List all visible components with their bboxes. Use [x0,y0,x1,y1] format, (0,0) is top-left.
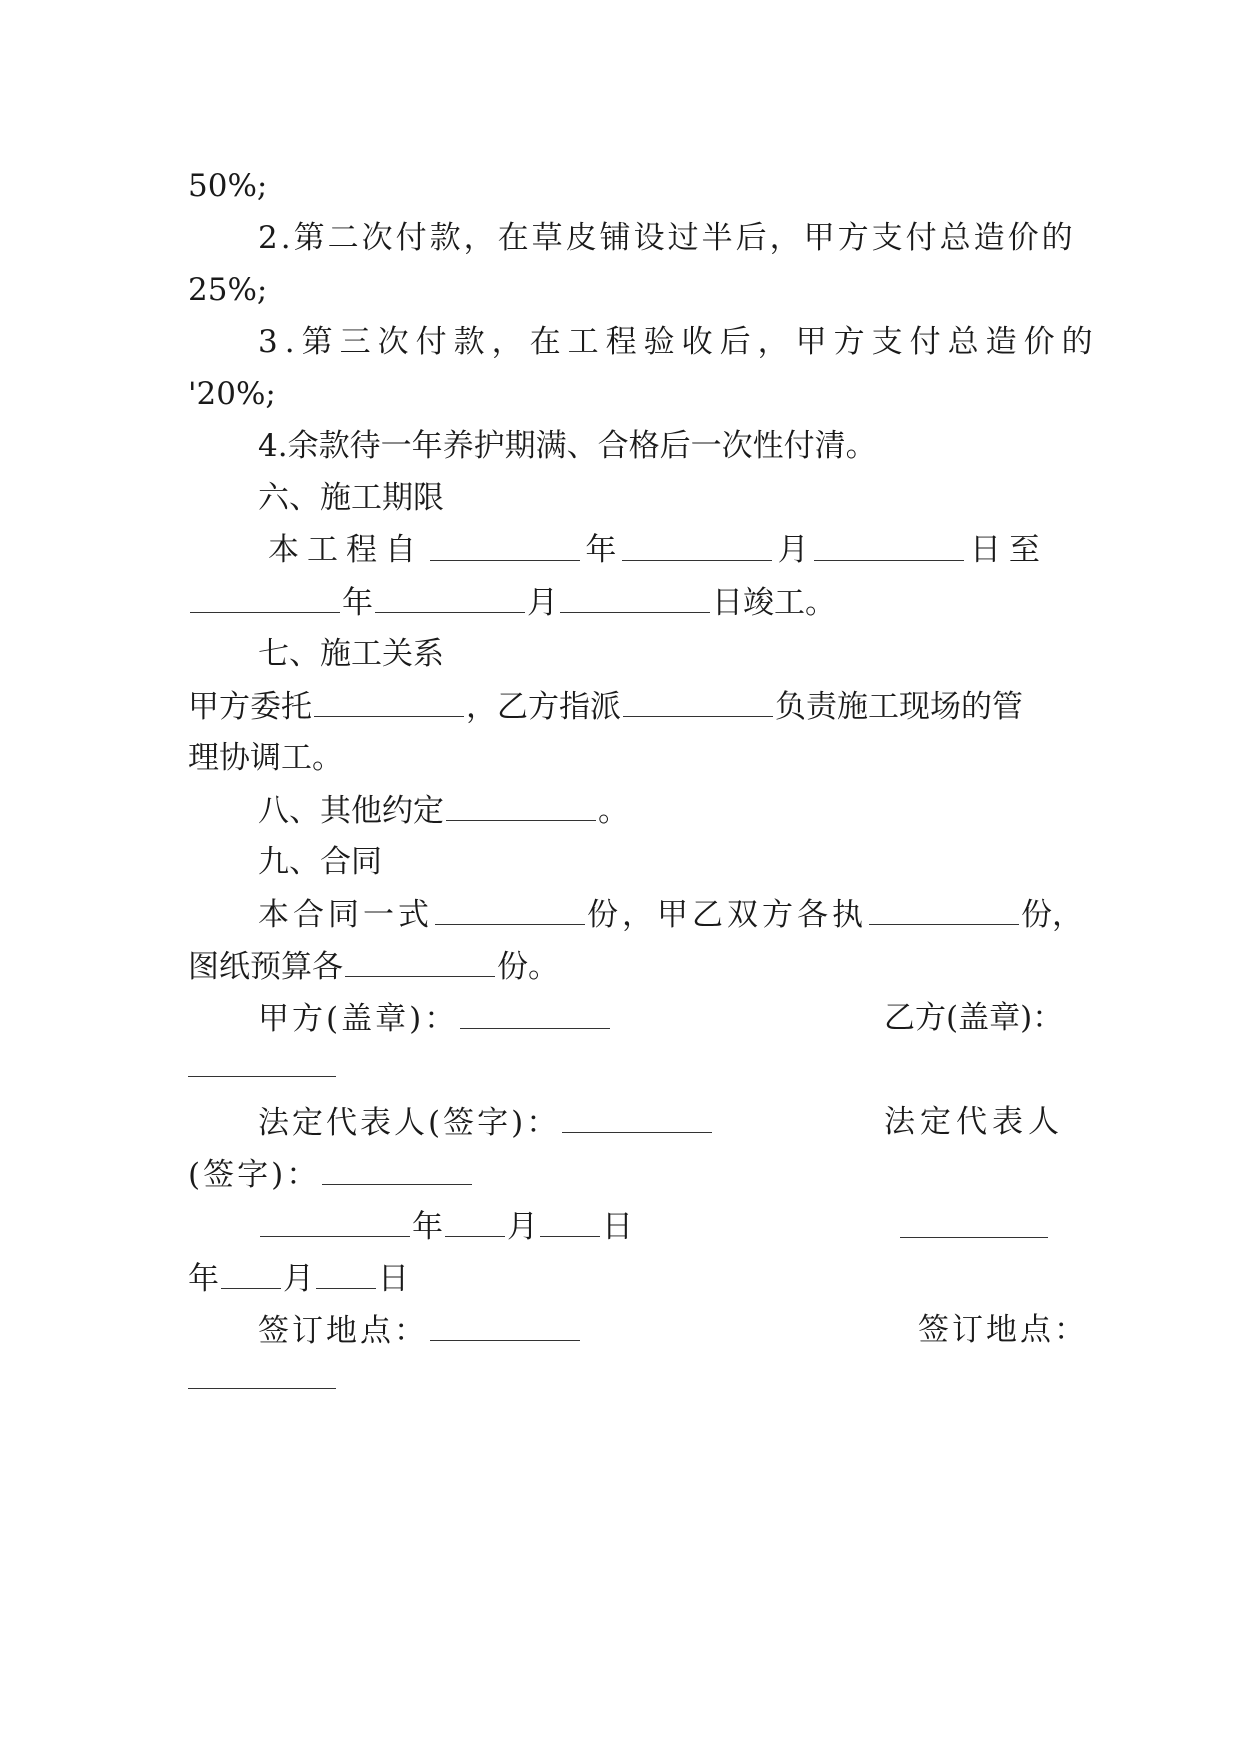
blank-field [260,1206,410,1237]
blank-field [814,530,964,561]
blank-field [375,582,525,613]
payment-item-4: 4.余款待一年养护期满、合格后一次性付清。 [258,428,877,464]
blank-field [221,1258,281,1289]
party-a-signing-place [258,1310,582,1351]
other-terms-line [258,790,629,831]
label: 甲方(盖章)： [258,1001,459,1037]
text: 月 [777,532,809,568]
blank-field [188,1075,336,1077]
text: 年 [342,585,373,621]
blank-field [623,686,773,717]
blank-field [446,790,596,821]
party-a-seal [258,998,612,1039]
blank-field [435,894,585,925]
party-b-date [188,1258,409,1299]
blank-field [430,1310,580,1341]
text-line: 25%; [188,272,268,308]
text-line: 50%; [188,168,268,204]
text: 八、其他约定 [258,793,444,829]
text: 日至 [969,532,1048,568]
text: 份，甲乙双方各执 [587,897,867,933]
section-title: 七、施工关系 [258,636,444,672]
text: 负责施工现场的管 [775,689,1023,725]
text: 日 [602,1209,633,1245]
blank-field [622,530,772,561]
label: 法定代表人(签字)： [258,1105,561,1141]
text-line: '20%; [188,376,276,412]
text: 。 [598,793,629,829]
text: 日 [378,1261,409,1297]
construction-relation-line [188,686,1023,727]
text: 年 [585,532,617,568]
text: 份， [1021,897,1083,933]
blank-field [190,582,340,613]
contract-copies-line-2 [188,946,559,987]
blank-field [460,998,610,1029]
party-b-representative-sign [188,1154,474,1195]
text-line: 理协调工。 [188,740,343,776]
blank-field [562,1102,712,1133]
label: (签字)： [188,1157,321,1193]
blank-field [314,686,464,717]
section-title: 六、施工期限 [258,480,444,516]
label: 签订地点： [258,1313,428,1349]
text: 月 [283,1261,314,1297]
blank-field [430,530,580,561]
blank-field [869,894,1019,925]
construction-period-line-2 [188,582,836,623]
text: 图纸预算各 [188,949,343,985]
text: 年 [412,1209,443,1245]
contract-copies-line [258,894,1083,935]
party-b-signing-place: 签订地点： [918,1312,1088,1348]
blank-field [345,946,495,977]
text: 年 [188,1261,219,1297]
text: 本合同一式 [258,897,433,933]
text: 份。 [497,949,559,985]
text: ，乙方指派 [466,689,621,725]
payment-item-3: 3.第三次付款，在工程验收后，甲方支付总造价的 [258,324,1100,360]
text: 月 [507,1209,538,1245]
text: 本工程自 [268,532,424,568]
blank-field [188,1387,336,1389]
blank-field [316,1258,376,1289]
payment-item-2: 2.第二次付款，在草皮铺设过半后，甲方支付总造价的 [258,220,1076,256]
blank-field [540,1206,600,1237]
blank-field [900,1236,1048,1238]
construction-period-line [268,530,1048,570]
text: 月 [527,585,558,621]
party-a-date [258,1206,633,1247]
text: 日竣工。 [712,585,836,621]
blank-field [445,1206,505,1237]
party-b-seal: 乙方(盖章)： [884,1000,1064,1036]
blank-field [322,1154,472,1185]
text: 甲方委托 [188,689,312,725]
party-b-representative: 法定代表人 [884,1104,1064,1140]
section-title: 九、合同 [258,844,382,880]
blank-field [560,582,710,613]
party-a-representative [258,1102,714,1143]
